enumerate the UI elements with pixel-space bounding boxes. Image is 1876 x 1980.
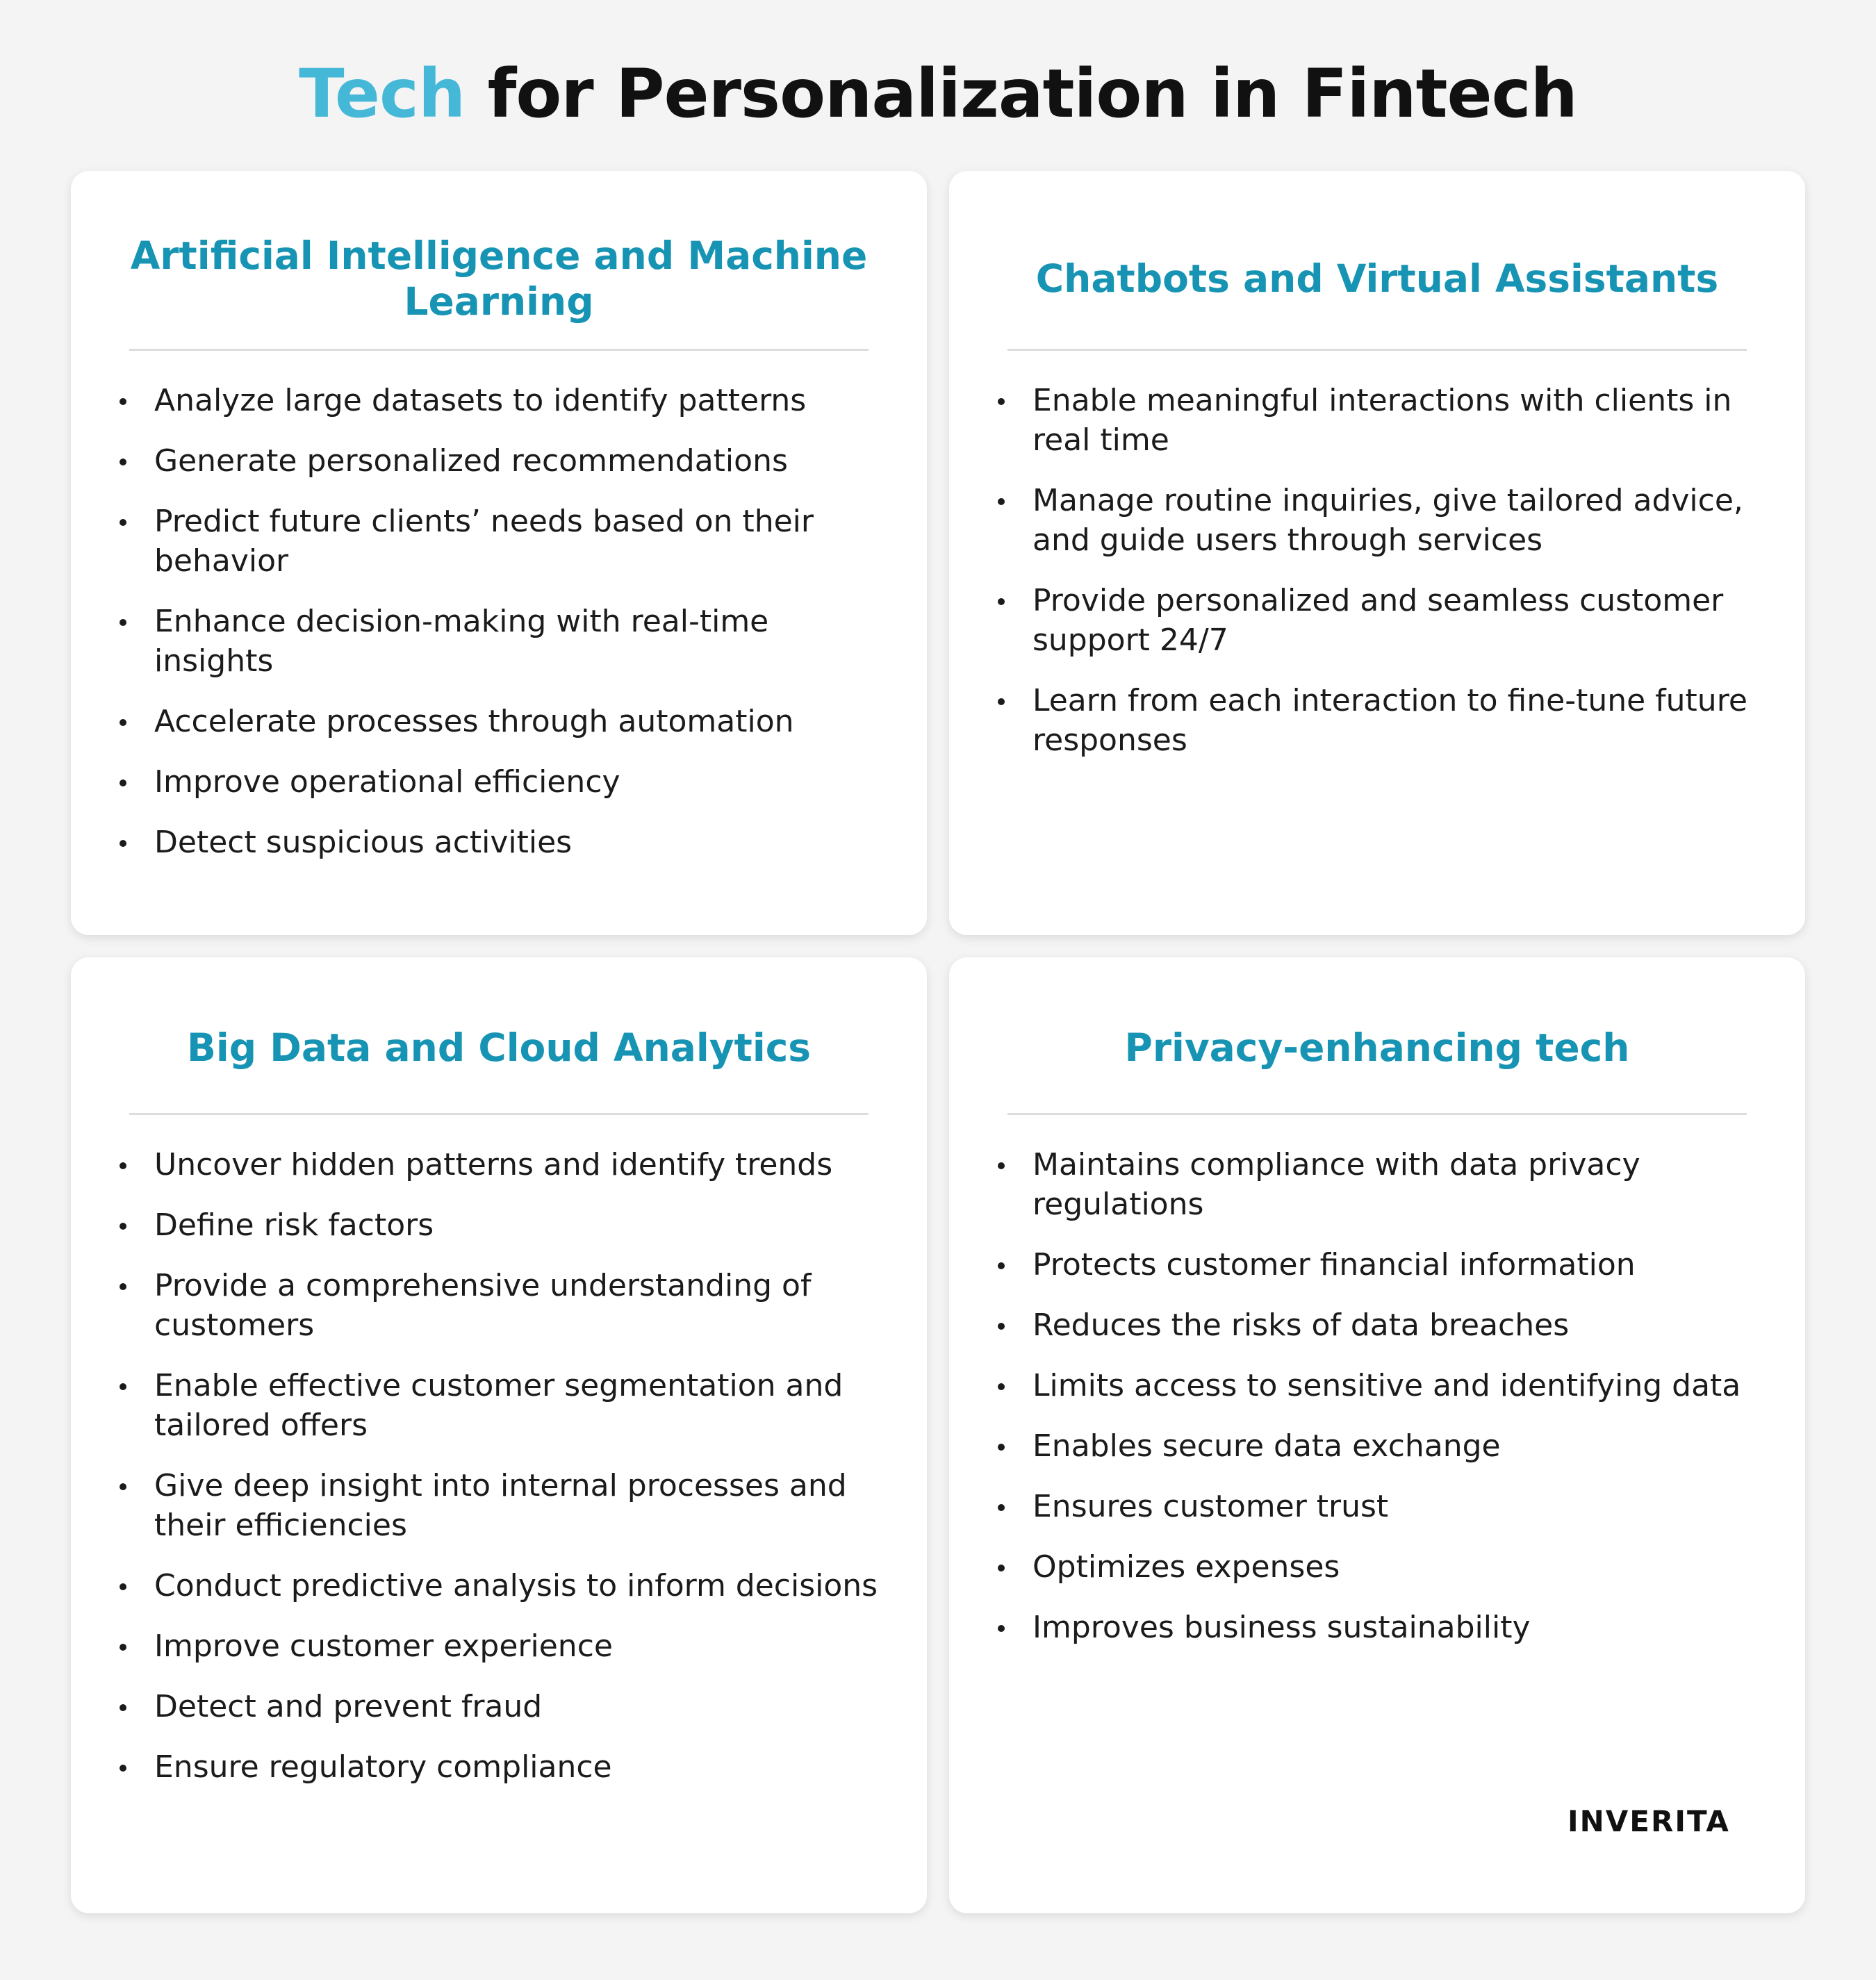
list-item: Limits access to sensitive and identifying data <box>1032 1366 1763 1405</box>
card-chatbots <box>949 171 1805 935</box>
bullet-dot <box>998 1444 1005 1451</box>
card-privacy <box>949 957 1805 1913</box>
bullet-dot <box>120 1583 126 1590</box>
list-item: Learn from each interaction to fine-tune future responses <box>1032 681 1763 760</box>
bullet-dot <box>120 619 126 626</box>
list-item: Detect and prevent fraud <box>154 1687 885 1726</box>
list-item: Enables secure data exchange <box>1032 1426 1763 1466</box>
page-title-accent: Tech <box>299 55 466 133</box>
page-title-rest: for Personalization in Fintech <box>487 55 1577 133</box>
list-item: Improve customer experience <box>154 1626 885 1666</box>
list-item: Accelerate processes through automation <box>154 702 885 741</box>
bullet-dot <box>998 1625 1005 1632</box>
page-title <box>0 49 1876 139</box>
bullet-list <box>1032 381 1763 781</box>
card-heading: Artificial Intelligence and Machine Learning <box>130 233 868 324</box>
list-item: Define risk factors <box>154 1205 885 1245</box>
bullet-dot <box>998 1383 1005 1390</box>
bullet-dot <box>120 1644 126 1651</box>
bullet-dot <box>998 1504 1005 1511</box>
card-heading: Chatbots and Virtual Assistants <box>1035 256 1719 301</box>
list-item: Enable effective customer segmentation and tailored offers <box>154 1366 885 1445</box>
bullet-dot <box>998 1262 1005 1269</box>
bullet-dot <box>120 1223 126 1230</box>
list-item: Improves business sustainability <box>1032 1608 1763 1647</box>
bullet-dot <box>120 1483 126 1490</box>
list-item: Provide a comprehensive understanding of customers <box>154 1266 885 1345</box>
list-item: Provide personalized and seamless customer support 24/7 <box>1032 581 1763 660</box>
card-big-data <box>71 957 927 1913</box>
inverita-logo: INVERITA <box>1568 1804 1730 1838</box>
list-item: Reduces the risks of data breaches <box>1032 1305 1763 1345</box>
bullet-dot <box>120 459 126 465</box>
list-item: Optimizes expenses <box>1032 1547 1763 1587</box>
list-item: Protects customer financial information <box>1032 1245 1763 1285</box>
bullet-dot <box>120 1283 126 1290</box>
bullet-dot <box>120 719 126 726</box>
bullet-dot <box>998 498 1005 505</box>
list-item: Generate personalized recommendations <box>154 441 885 481</box>
bullet-dot <box>120 779 126 786</box>
card-divider <box>1007 349 1747 351</box>
bullet-dot <box>120 1704 126 1711</box>
card-divider <box>1007 1113 1747 1115</box>
card-heading: Privacy-enhancing tech <box>1124 1025 1630 1070</box>
bullet-dot <box>120 840 126 847</box>
bullet-dot <box>120 1383 126 1390</box>
card-heading: Big Data and Cloud Analytics <box>186 1025 812 1070</box>
list-item: Give deep insight into internal processes and their efficiencies <box>154 1466 885 1545</box>
list-item: Enhance decision-making with real-time insights <box>154 602 885 681</box>
bullet-dot <box>120 1765 126 1772</box>
bullet-dot <box>998 1323 1005 1330</box>
list-item: Enable meaningful interactions with clients in real time <box>1032 381 1763 460</box>
list-item: Predict future clients’ needs based on their behavior <box>154 502 885 581</box>
list-item: Ensure regulatory compliance <box>154 1747 885 1787</box>
bullet-dot <box>120 1162 126 1169</box>
list-item: Analyze large datasets to identify patterns <box>154 381 885 420</box>
card-ai-ml <box>71 171 927 935</box>
bullet-dot <box>998 598 1005 605</box>
bullet-dot <box>120 519 126 526</box>
bullet-list <box>1032 1145 1763 1668</box>
list-item: Maintains compliance with data privacy regulations <box>1032 1145 1763 1224</box>
list-item: Detect suspicious activities <box>154 823 885 862</box>
bullet-dot <box>998 398 1005 405</box>
card-divider <box>129 349 869 351</box>
list-item: Improve operational efficiency <box>154 762 885 802</box>
list-item: Ensures customer trust <box>1032 1487 1763 1526</box>
bullet-dot <box>120 398 126 405</box>
bullet-list <box>154 381 885 883</box>
list-item: Uncover hidden patterns and identify trends <box>154 1145 885 1185</box>
bullet-dot <box>998 698 1005 705</box>
bullet-list <box>154 1145 885 1808</box>
bullet-dot <box>998 1565 1005 1571</box>
list-item: Conduct predictive analysis to inform decisions <box>154 1566 885 1606</box>
bullet-dot <box>998 1162 1005 1169</box>
list-item: Manage routine inquiries, give tailored advice, and guide users through services <box>1032 481 1763 560</box>
card-divider <box>129 1113 869 1115</box>
